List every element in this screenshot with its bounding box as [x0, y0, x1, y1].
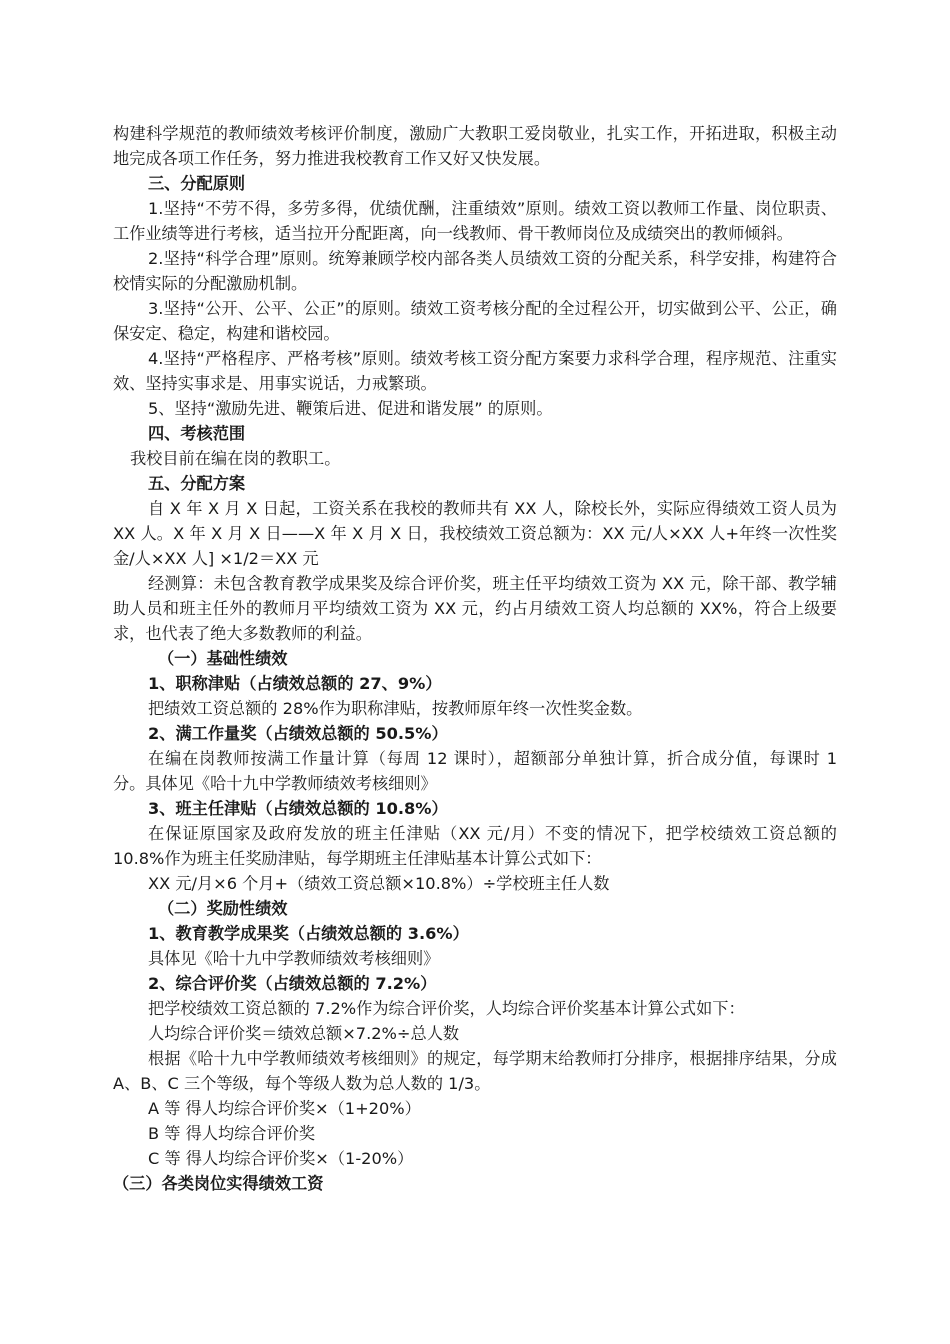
section5-para2: 经测算：未包含教育教学成果奖及综合评价奖，班主任平均绩效工资为 XX 元，除干部、教学辅助人员和班主任外的教师月平均绩效工资为 XX 元，约占月绩效工资人均总额的 XX%，符合上级要求，也代表了绝大多数教师的利益。 — [113, 574, 837, 643]
principle-item-3: 3.坚持“公开、公平、公正”的原则。绩效工资考核分配的全过程公开，切实做到公平、公正，确保安定、稳定，构建和谐校园。 — [113, 299, 837, 343]
section3-heading: 三、分配原则 — [148, 174, 246, 193]
part1-sub3-text: 在保证原国家及政府发放的班主任津贴（XX 元/月）不变的情况下，把学校绩效工资总额的 10.8%作为班主任奖励津贴，每学期班主任津贴基本计算公式如下： — [113, 824, 837, 868]
part1-heading: （一）基础性绩效 — [158, 649, 288, 668]
part2-heading: （二）奖励性绩效 — [158, 899, 288, 918]
principle-item-4: 4.坚持“严格程序、严格考核”原则。绩效考核工资分配方案要力求科学合理，程序规范、注重实效、坚持实事求是、用事实说话，力戒繁琐。 — [113, 349, 837, 393]
part1-sub3-formula: XX 元/月×6 个月+（绩效工资总额×10.8%）÷学校班主任人数 — [148, 874, 610, 893]
principle-item-5: 5、坚持“激励先进、鞭策后进、促进和谐发展” 的原则。 — [148, 399, 553, 418]
principle-item-2: 2.坚持“科学合理”原则。统筹兼顾学校内部各类人员绩效工资的分配关系，科学安排，构建符合校情实际的分配激励机制。 — [113, 249, 837, 293]
section4-text: 我校目前在编在岗的教职工。 — [130, 449, 341, 468]
grade-a: A 等 得人均综合评价奖×（1+20%） — [148, 1099, 421, 1118]
part1-sub2-heading: 2、满工作量奖（占绩效总额的 50.5%） — [148, 724, 448, 743]
principle-item-1: 1.坚持“不劳不得，多劳多得，优绩优酬，注重绩效”原则。绩效工资以教师工作量、岗位职责、工作业绩等进行考核，适当拉开分配距离，向一线教师、骨干教师岗位及成绩突出的教师倾斜。 — [113, 199, 837, 243]
section5-para1: 自 X 年 X 月 X 日起，工资关系在我校的教师共有 XX 人，除校长外，实际应得绩效工资人员为 XX 人。X 年 X 月 X 日——X 年 X 月 X 日，我校绩效工资总额为：XX 元/人×XX 人+年终一次性奖金/人×XX 人] ×1/2＝XX 元 — [113, 499, 837, 568]
part2-sub2-rank: 根据《哈十九中学教师绩效考核细则》的规定，每学期末给教师打分排序，根据排序结果，分成 A、B、C 三个等级，每个等级人数为总人数的 1/3。 — [113, 1049, 837, 1093]
part3-heading: （三）各类岗位实得绩效工资 — [113, 1174, 324, 1193]
part2-sub1-heading: 1、教育教学成果奖（占绩效总额的 3.6%） — [148, 924, 469, 943]
grade-b: B 等 得人均综合评价奖 — [148, 1124, 316, 1143]
part1-sub1-heading: 1、职称津贴（占绩效总额的 27、9%） — [148, 674, 442, 693]
part1-sub2-text: 在编在岗教师按满工作量计算（每周 12 课时），超额部分单独计算，折合成分值，每课时 1 分。具体见《哈十九中学教师绩效考核细则》 — [113, 749, 837, 793]
part1-sub1-text: 把绩效工资总额的 28%作为职称津贴，按教师原年终一次性奖金数。 — [148, 699, 643, 718]
document-page — [113, 121, 837, 1196]
section5-heading: 五、分配方案 — [148, 474, 246, 493]
part2-sub1-text: 具体见《哈十九中学教师绩效考核细则》 — [148, 949, 440, 968]
part2-sub2-heading: 2、综合评价奖（占绩效总额的 7.2%） — [148, 974, 437, 993]
part2-sub2-formula: 人均综合评价奖＝绩效总额×7.2%÷总人数 — [148, 1024, 460, 1043]
part2-sub2-text: 把学校绩效工资总额的 7.2%作为综合评价奖，人均综合评价奖基本计算公式如下： — [148, 999, 745, 1018]
intro-paragraph: 构建科学规范的教师绩效考核评价制度，激励广大教职工爱岗敬业，扎实工作，开拓进取，积极主动地完成各项工作任务，努力推进我校教育工作又好又快发展。 — [113, 124, 837, 168]
grade-c: C 等 得人均综合评价奖×（1-20%） — [148, 1149, 414, 1168]
part1-sub3-heading: 3、班主任津贴（占绩效总额的 10.8%） — [148, 799, 448, 818]
section4-heading: 四、考核范围 — [148, 424, 246, 443]
